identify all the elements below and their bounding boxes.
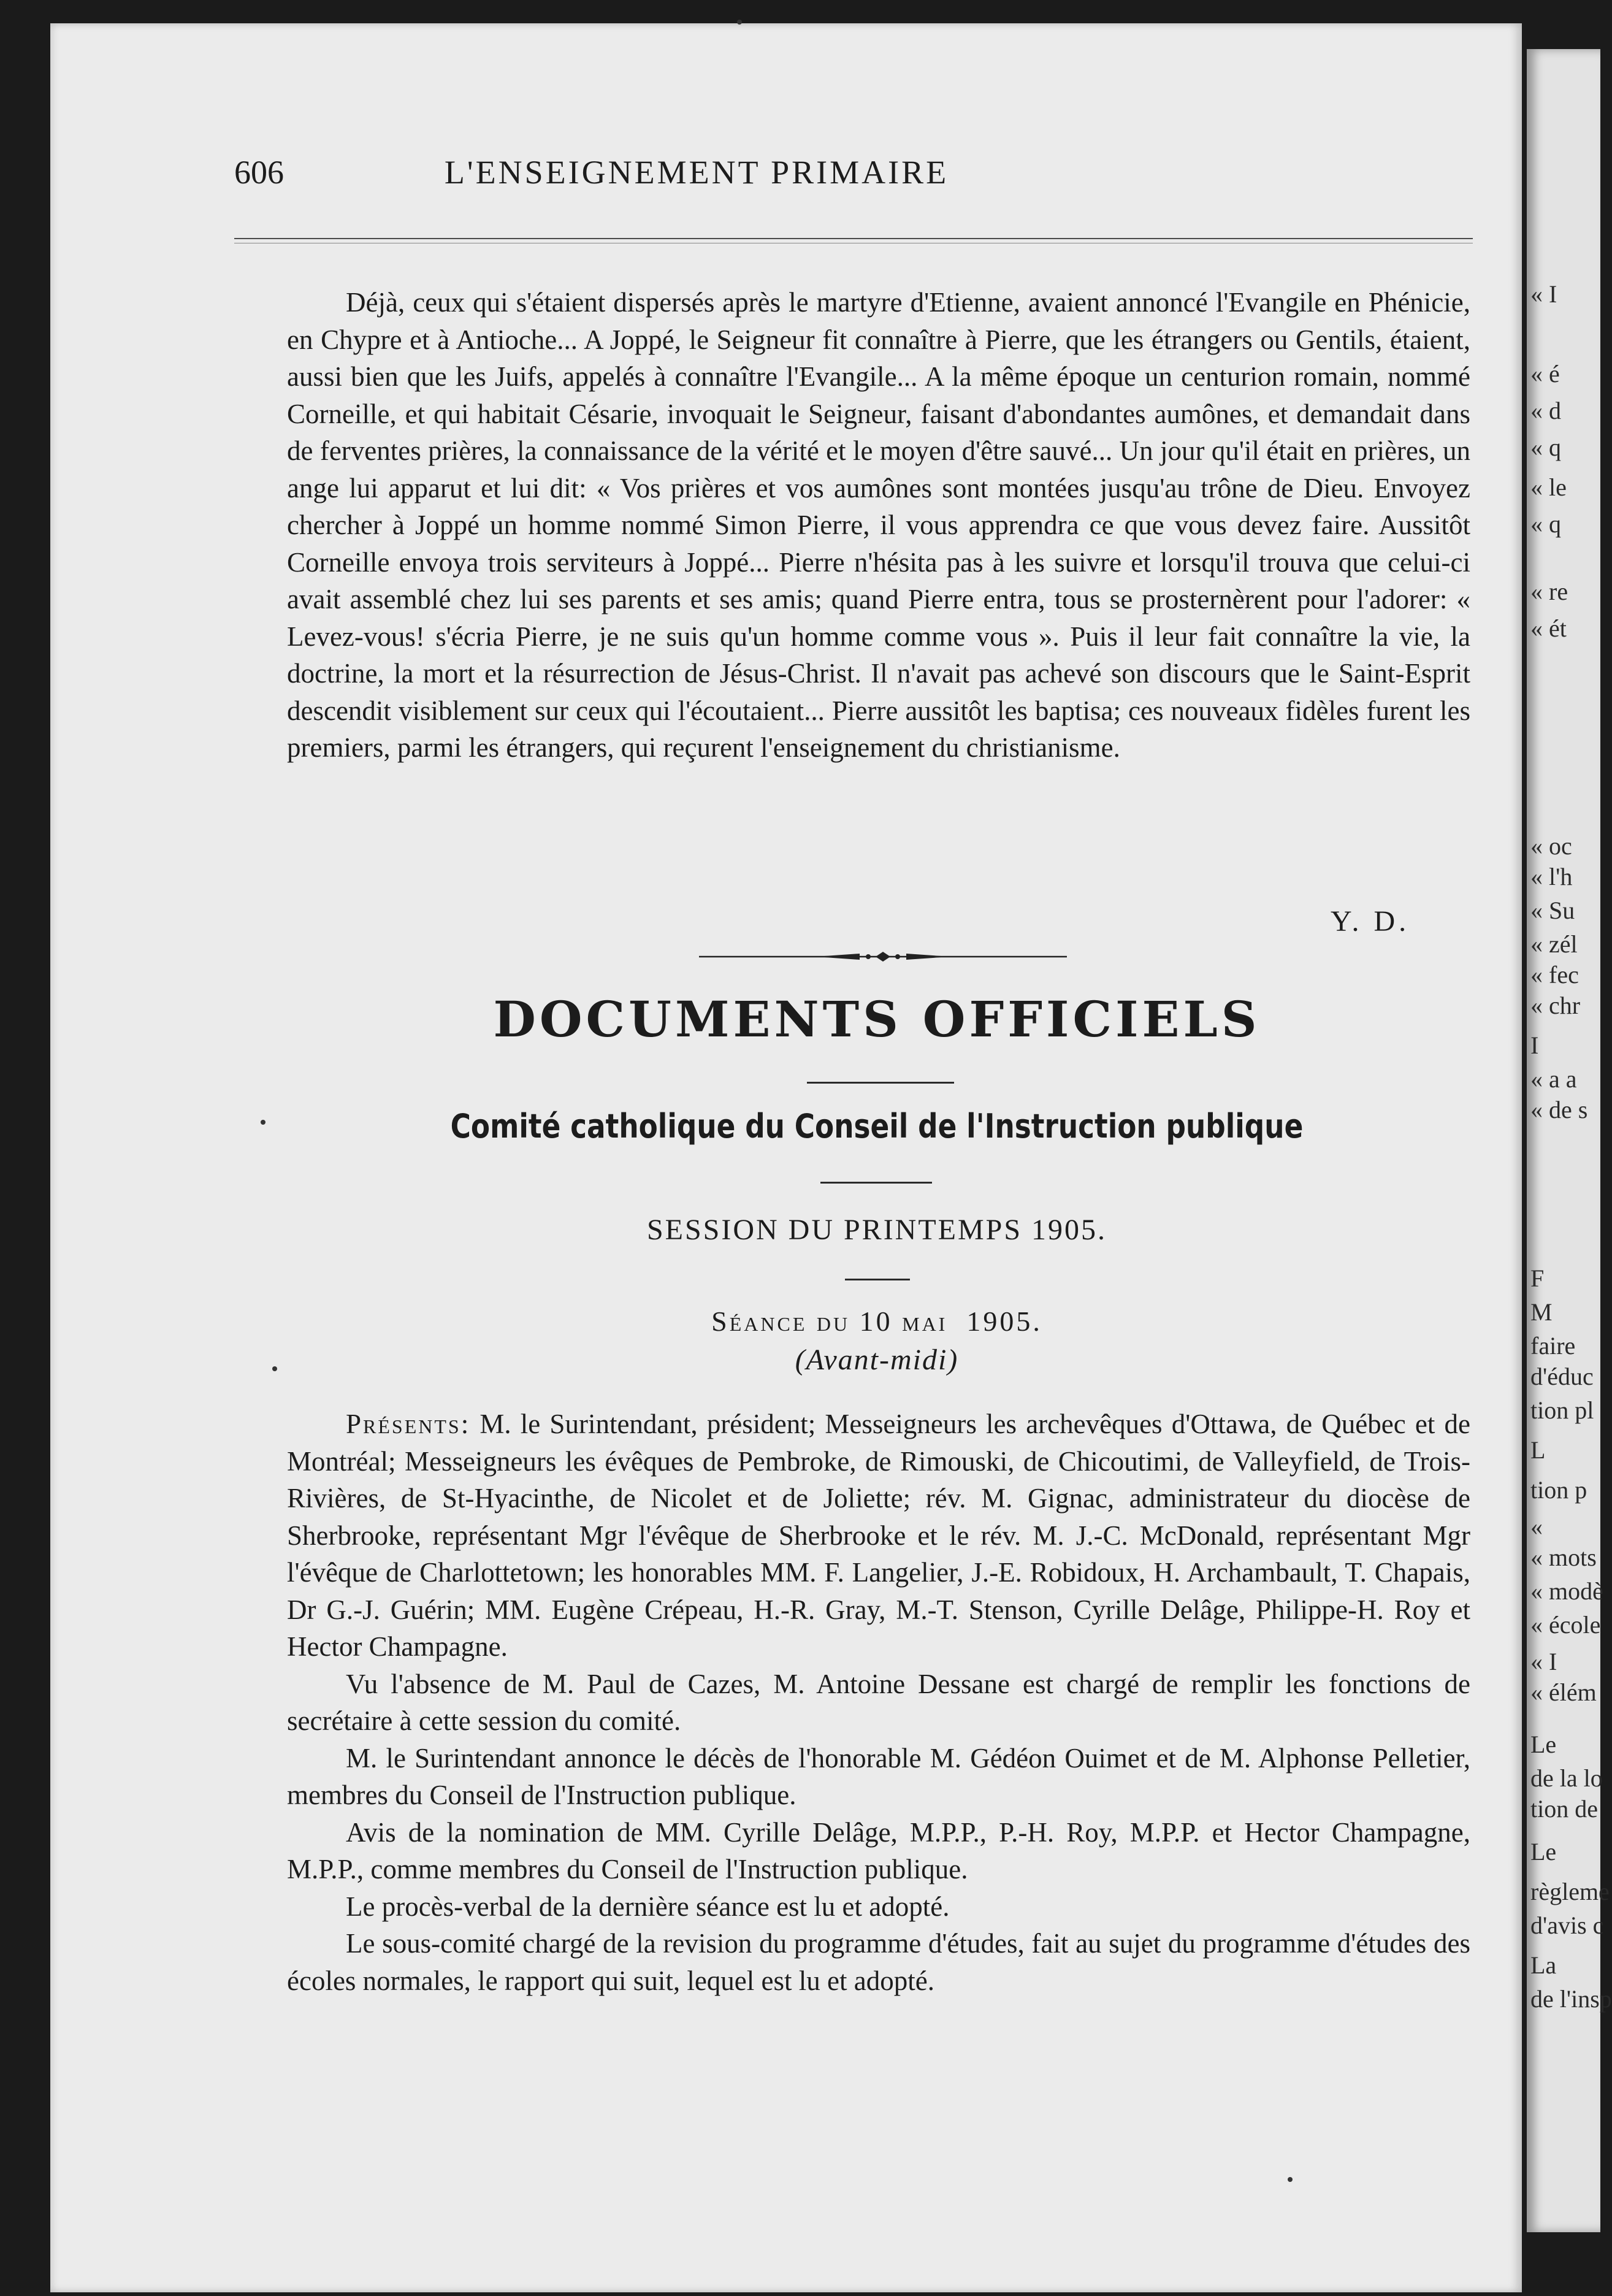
committee-heading: Comité catholique du Conseil de l'Instruction publique (450, 1107, 1304, 1146)
section-title: DOCUMENTS OFFICIELS (493, 990, 1261, 1048)
adjacent-page-fragment: de l'insp (1530, 1985, 1612, 2013)
ornamental-divider (699, 947, 1067, 966)
adjacent-page-fragment: tion p (1530, 1476, 1587, 1504)
sitting-time: (Avant-midi) (795, 1344, 959, 1376)
page-number: 606 (234, 154, 284, 191)
minutes-paragraph: Avis de la nomination de MM. Cyrille Delâge, M.P.P., P.-H. Roy, M.P.P. et Hector Champagne, M.P.P., comme membres du Conseil de l'Instruction publique. (287, 1816, 1470, 1885)
article-paragraph: Déjà, ceux qui s'étaient dispersés après le martyre d'Etienne, avaient annoncé l'Evangile en Phénicie, en Chypre et à Antioche... A Joppé, le Seigneur fit connaître à Pierre, que les étrangers ou Gentils, étaient, aussi bien que les Juifs, appelés à connaître l'Evangile... A la même époque un centurion romain, nommé Corneille, et qui habitait Césarie, invoquait le Seigneur, faisant d'abondantes aumônes, et demandait dans de ferventes prières, la connaissance de la vérité et le moyen d'être sauvé... Un jour qu'il était en prières, un ange lui apparut et lui dit: « Vos prières et vos aumônes sont montées jusqu'au trône de Dieu. Envoyez chercher à Joppé un homme nommé Simon Pierre, il vous apprendra ce que vous devez faire. Aussitôt Corneille envoya trois serviteurs à Joppé... Pierre n'hésita pas à les suivre et lorsqu'il trouva que celui-ci avait assemblé chez lui ses parents et ses amis; quand Pierre entra, tous se prosternèrent pour l'adorer: « Levez-vous! s'écria Pierre, je ne suis qu'un homme comme vous ». Puis il leur fait connaître la vie, la doctrine, la mort et la résurrection de Jésus-Christ. Il n'avait pas achevé son discours que le Saint-Esprit descendit visiblement sur ceux qui l'écoutaient... Pierre aussitôt les baptisa; ces nouveaux fidèles furent les premiers, parmi les étrangers, qui reçurent l'enseignement du christianisme. (287, 287, 1470, 763)
adjacent-page-fragment: « élém (1530, 1678, 1597, 1706)
minutes-paragraph: Le procès-verbal de la dernière séance est lu et adopté. (346, 1891, 950, 1922)
adjacent-page-fragment: « mots (1530, 1544, 1597, 1571)
adjacent-page-fragment: « Su (1530, 897, 1575, 924)
minutes-paragraph: Vu l'absence de M. Paul de Cazes, M. Antoine Dessane est chargé de remplir les fonctions de secrétaire à cette session du comité. (287, 1668, 1470, 1736)
running-header (234, 153, 1159, 196)
adjacent-page-fragment: I (1530, 1031, 1539, 1059)
sitting-date: Séance du 10 mai (711, 1306, 948, 1337)
adjacent-page-fragment: « é (1530, 360, 1560, 388)
adjacent-page-fragment: « l'h (1530, 863, 1573, 890)
adjacent-page-fragment: « q (1530, 434, 1561, 461)
adjacent-page-fragment: de la lo (1530, 1764, 1603, 1792)
adjacent-page-fragment: La (1530, 1951, 1557, 1979)
session-heading: SESSION DU PRINTEMPS 1905. (646, 1214, 1107, 1246)
minutes-paragraph: Le sous-comité chargé de la revision du programme d'études, fait au sujet du programme d'études des écoles normales, le rapport qui suit, lequel est lu et adopté. (287, 1928, 1470, 1996)
adjacent-page-fragment: « ét (1530, 614, 1567, 642)
print-speck (1288, 2177, 1293, 2182)
author-signature: Y. D. (1331, 905, 1410, 938)
print-speck (272, 1366, 277, 1371)
adjacent-page-fragment: Le (1530, 1731, 1557, 1758)
adjacent-page-fragment: M (1530, 1298, 1553, 1326)
adjacent-page-fragment: « fec (1530, 961, 1579, 989)
adjacent-page-fragment: « a a (1530, 1065, 1577, 1093)
sitting-heading (282, 1305, 1472, 1337)
adjacent-page-fragment: « (1530, 1513, 1543, 1540)
adjacent-page-fragment: « oc (1530, 832, 1572, 860)
adjacent-page-fragment: L (1530, 1436, 1546, 1464)
print-speck (737, 20, 742, 25)
minutes-paragraph: M. le Surintendant annonce le décès de l'honorable M. Gédéon Ouimet et de M. Alphonse Pelletier, membres du Conseil de l'Instruction publique. (287, 1742, 1470, 1810)
adjacent-page-fragment: « re (1530, 578, 1568, 605)
adjacent-page-fragment: tion de (1530, 1795, 1598, 1823)
minutes-text (287, 1406, 1470, 1999)
adjacent-page-fragment: tion pl (1530, 1396, 1594, 1424)
presents-label: Présents: (346, 1409, 471, 1439)
adjacent-page-fragment: « zél (1530, 930, 1578, 958)
adjacent-page-fragment: d'éduc (1530, 1363, 1594, 1390)
adjacent-page-fragment: « de s (1530, 1096, 1588, 1123)
adjacent-page-fragment: F (1530, 1265, 1545, 1292)
adjacent-page-fragment: faire (1530, 1332, 1576, 1360)
presents-text: M. le Surintendant, président; Messeigneurs les archevêques d'Ottawa, de Québec et de Montréal; Messeigneurs les évêques de Pembroke, de Rimouski, de Chicoutimi, de Valleyfield, de Trois-Rivières, de St-Hyacinthe, de Nicolet et de Joliette; rév. M. Gignac, administrateur du diocèse de Sherbrooke, représentant Mgr l'évêque de Sherbrooke et le rév. M. J.-C. McDonald, représentant Mgr l'évêque de Charlottetown; les honorables MM. F. Langelier, J.-E. Robidoux, H. Archambault, T. Chapais, Dr G.-J. Guérin; MM. Eugène Crépeau, H.-R. Gray, M.-T. Stenson, Cyrille Delâge, Philippe-H. Roy et Hector Champagne. (287, 1409, 1470, 1662)
adjacent-page-fragment: règleme (1530, 1878, 1610, 1905)
adjacent-page-fragment: « d (1530, 397, 1561, 424)
print-speck (261, 1120, 265, 1125)
adjacent-page-fragment: d'avis c (1530, 1911, 1604, 1939)
sitting-year: 1905. (966, 1306, 1042, 1337)
short-rule (820, 1182, 932, 1184)
adjacent-page-fragment: « école (1530, 1611, 1601, 1639)
short-rule (845, 1279, 910, 1280)
adjacent-page-fragment: « I (1530, 1648, 1557, 1675)
adjacent-page-fragment: Le (1530, 1838, 1557, 1866)
adjacent-page-fragment: « q (1530, 510, 1561, 538)
journal-title: L'ENSEIGNEMENT PRIMAIRE (444, 154, 949, 191)
adjacent-page-edge (1527, 49, 1612, 2232)
article-text (287, 284, 1470, 767)
adjacent-page-fragment: « modè (1530, 1577, 1603, 1605)
adjacent-page-fragment: « le (1530, 473, 1567, 501)
attendance-paragraph (287, 1406, 1470, 1666)
adjacent-page-fragment: « chr (1530, 992, 1581, 1019)
short-rule (807, 1082, 954, 1084)
header-rule (234, 238, 1473, 243)
adjacent-page-fragment: « I (1530, 280, 1557, 308)
